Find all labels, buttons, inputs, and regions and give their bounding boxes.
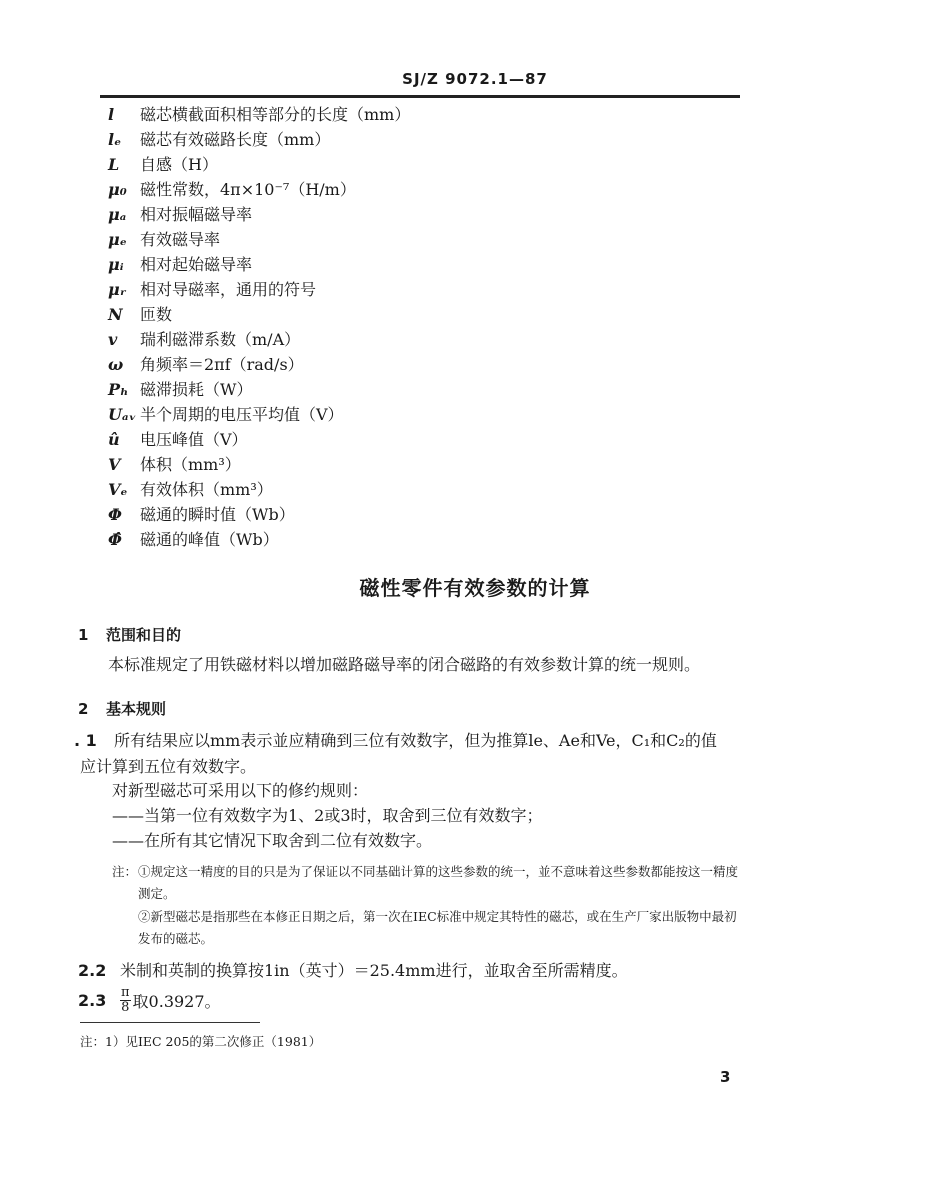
symbol: Φ̂ xyxy=(108,530,122,549)
symbol-description: 磁通的峰值（Wb） xyxy=(140,530,279,549)
symbol-row xyxy=(108,502,295,526)
symbol-description: 瑞利磁滞系数（m/A） xyxy=(140,330,301,349)
symbol: μᵣ xyxy=(108,280,127,299)
symbol: û xyxy=(108,430,120,449)
symbol-description: 半个周期的电压平均值（V） xyxy=(140,405,344,424)
clause-2-3 xyxy=(78,986,221,1022)
symbol-row xyxy=(108,377,252,401)
note-2-line2: 发布的磁芯。 xyxy=(138,931,214,946)
symbol-description: 有效体积（mm³） xyxy=(140,480,273,499)
clause-2-2-text: 米制和英制的换算按1in（英寸）＝25.4mm进行，並取舍至所需精度。 xyxy=(120,961,628,980)
clause-2-2 xyxy=(78,958,628,981)
symbol-row xyxy=(108,427,248,451)
fraction-numerator: π xyxy=(121,985,130,1000)
section-1-heading-text: 范围和目的 xyxy=(106,626,182,644)
symbol: μᵢ xyxy=(108,255,124,274)
symbol-description: 体积（mm³） xyxy=(140,455,241,474)
symbol: V xyxy=(108,455,121,474)
symbol-description: 自感（H） xyxy=(140,155,218,174)
rounding-rule-2: ——在所有其它情况下取舍到二位有效数字。 xyxy=(112,831,433,850)
symbol-description: 角频率＝2πf（rad/s） xyxy=(140,355,304,374)
section-2-heading xyxy=(78,698,166,719)
note-label: 注： xyxy=(112,864,138,879)
symbol-row xyxy=(108,202,252,226)
symbol-description: 有效磁导率 xyxy=(140,230,221,249)
symbol: Vₑ xyxy=(108,480,128,499)
symbol-row xyxy=(108,452,241,476)
symbol-row xyxy=(108,127,330,151)
symbol-row xyxy=(108,402,344,426)
symbol: ω xyxy=(108,355,124,374)
note-2-line1: ②新型磁芯是指那些在本修正日期之后，第一次在IEC标准中规定其特性的磁芯，或在生产厂家出版物中最初 xyxy=(138,909,737,924)
clause-2-1-line2: 应计算到五位有效数字。 xyxy=(80,757,257,776)
symbol-description: 磁芯有效磁路长度（mm） xyxy=(140,130,331,149)
symbol: μ₀ xyxy=(108,180,127,199)
clause-2-3-text: 取0.3927。 xyxy=(132,992,221,1011)
symbol-row xyxy=(108,527,279,551)
symbol-description: 相对起始磁导率 xyxy=(140,255,253,274)
symbol-description: 匝数 xyxy=(140,305,173,324)
symbol-row xyxy=(108,227,220,251)
symbol-row xyxy=(108,177,356,201)
section-1-heading xyxy=(78,624,181,645)
symbol-description: 磁滞损耗（W） xyxy=(140,380,253,399)
symbol-description: 相对导磁率，通用的符号 xyxy=(140,280,317,299)
rounding-rules-intro: 对新型磁芯可采用以下的修约规则： xyxy=(112,781,369,800)
note-1-text: ①规定这一精度的目的只是为了保证以不同基础计算的这些参数的统一，並不意味着这些参数都能按这一精度 xyxy=(138,864,739,879)
symbol-row xyxy=(108,102,410,126)
section-title: 磁性零件有效参数的计算 xyxy=(359,576,591,600)
symbol: v xyxy=(108,330,118,349)
symbol: μₑ xyxy=(108,230,127,249)
symbol: μₐ xyxy=(108,205,127,224)
section-1-number: 1 xyxy=(78,626,89,644)
symbol-row xyxy=(108,252,252,276)
symbol-description: 电压峰值（V） xyxy=(140,430,248,449)
symbol-description: 相对振幅磁导率 xyxy=(140,205,253,224)
symbol: N xyxy=(108,305,123,324)
page-number: 3 xyxy=(720,1068,731,1086)
symbol-row xyxy=(108,277,316,301)
symbol: Uₐᵥ xyxy=(108,405,137,424)
symbol: l xyxy=(108,105,115,124)
clause-2-1-number: . 1 xyxy=(74,731,97,750)
symbol: Φ xyxy=(108,505,122,524)
symbol-row xyxy=(108,152,218,176)
clause-2-1-line1: 所有结果应以mm表示並应精确到三位有效数字，但为推算le、Ae和Ve，C₁和C₂的值 xyxy=(114,731,717,750)
header-rule xyxy=(100,95,740,98)
symbol-description: 磁芯横截面积相等部分的长度（mm） xyxy=(140,105,411,124)
note-1-line1 xyxy=(112,862,738,880)
symbol: lₑ xyxy=(108,130,122,149)
note-1-line2: 测定。 xyxy=(138,886,176,901)
rounding-rule-1: ——当第一位有效数字为1、2或3时，取舍到三位有效数字； xyxy=(112,806,543,825)
symbol: L xyxy=(108,155,120,174)
symbol-description: 磁通的瞬时值（Wb） xyxy=(140,505,295,524)
section-2-heading-text: 基本规则 xyxy=(106,700,167,718)
symbol: Pₕ xyxy=(108,380,129,399)
fraction-denominator: 8 xyxy=(121,1000,130,1015)
clause-2-3-number: 2.3 xyxy=(78,991,107,1010)
symbol-description: 磁性常数，4π×10⁻⁷（H/m） xyxy=(140,180,356,199)
footnote: 注：1）见IEC 205的第二次修正（1981） xyxy=(80,1034,322,1049)
symbol-row xyxy=(108,327,300,351)
section-1-text: 本标准规定了用铁磁材料以增加磁路磁导率的闭合磁路的有效参数计算的统一规则。 xyxy=(108,655,701,674)
pi-over-8-fraction xyxy=(120,986,131,1015)
section-2-number: 2 xyxy=(78,700,89,718)
symbol-row xyxy=(108,352,304,376)
clause-2-2-number: 2.2 xyxy=(78,961,107,980)
symbol-row xyxy=(108,302,172,326)
footnote-rule xyxy=(80,1022,260,1023)
symbol-row xyxy=(108,477,273,501)
document-code-header: SJ/Z 9072.1—87 xyxy=(402,70,548,88)
clause-2-1 xyxy=(74,728,717,751)
